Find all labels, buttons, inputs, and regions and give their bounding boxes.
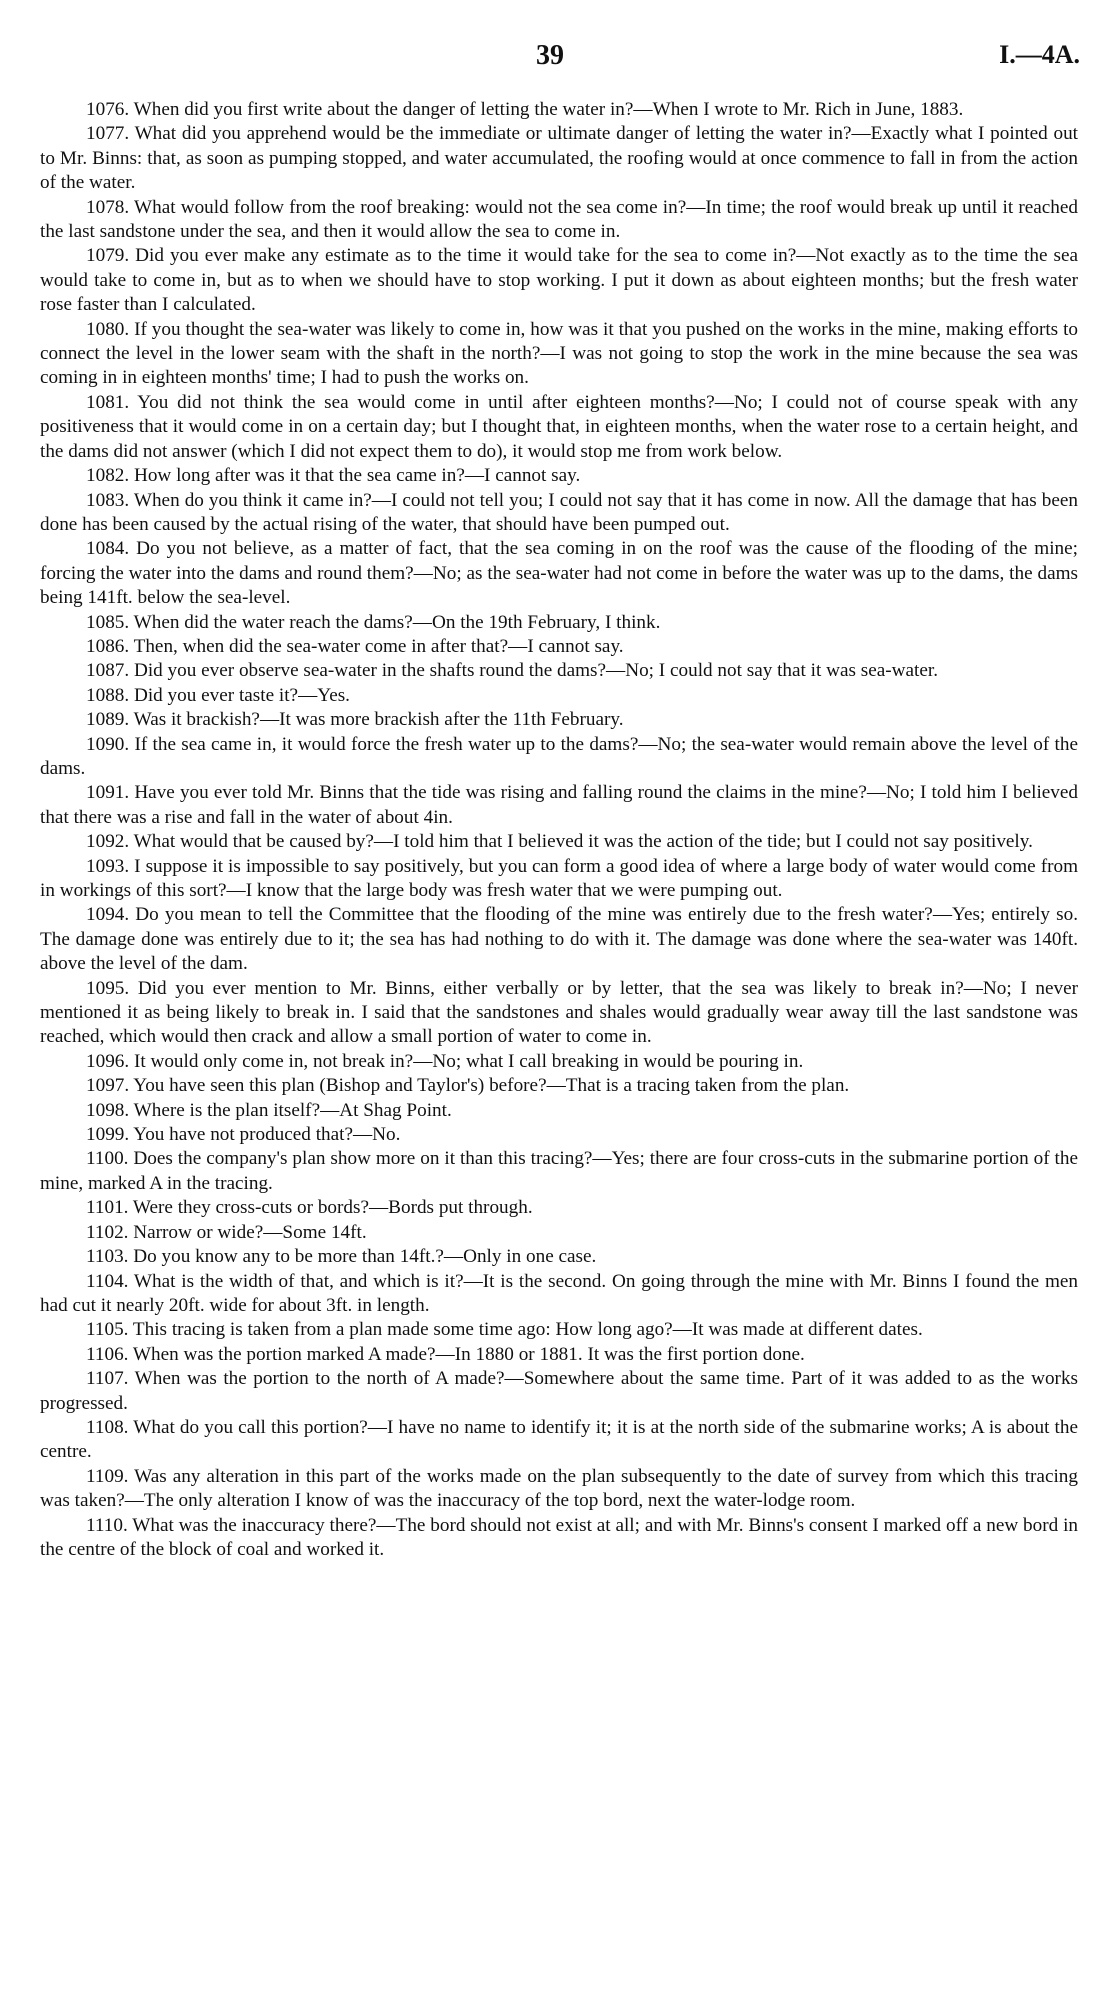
question-1105: 1105. This tracing is taken from a plan made some time ago: How long ago?—It was made at different dates. (86, 1319, 923, 1341)
question-1103: 1103. Do you know any to be more than 14ft.?—Only in one case. (86, 1246, 597, 1268)
question-1108: 1108. What do you call this portion?—I have no name to identify it; it is at the north side of the submarine works; A is about the centre. (40, 1416, 1078, 1463)
question-1079: 1079. Did you ever make any estimate as to the time it would take for the sea to come in?—Not exactly as to the time the sea would take to come in, but as to when we should have to stop working. I put it down as about eighteen months; but the fresh water rose faster than I calculated. (40, 245, 1078, 316)
document-code: I.—4A. (999, 40, 1080, 69)
question-1088: 1088. Did you ever taste it?—Yes. (86, 684, 350, 706)
question-1106: 1106. When was the portion marked A made?—In 1880 or 1881. It was the first portion done. (86, 1343, 805, 1365)
question-1083: 1083. When do you think it came in?—I could not tell you; I could not say that it has come in now. All the damage that has been done has been caused by the actual rising of the water, that should have been pumped out. (40, 489, 1078, 535)
question-1092: 1092. What would that be caused by?—I told him that I believed it was the action of the tide; but I could not say positively. (86, 831, 1033, 853)
question-1082: 1082. How long after was it that the sea came in?—I cannot say. (86, 465, 581, 487)
question-1080: 1080. If you thought the sea-water was likely to come in, how was it that you pushed on the works in the mine, making efforts to connect the level in the lower seam with the shaft in the north?—I was not going to stop the work in the mine because the sea was coming in in eighteen months' time; I had to push the works on. (40, 318, 1078, 389)
page-number: 39 (536, 40, 564, 71)
question-1086: 1086. Then, when did the sea-water come in after that?—I cannot say. (86, 635, 624, 657)
question-1110: 1110. What was the inaccuracy there?—The bord should not exist at all; and with Mr. Binns's consent I marked off a new bord in the centre of the block of coal and worked it. (40, 1514, 1078, 1560)
question-1100: 1100. Does the company's plan show more on it than this tracing?—Yes; there are four cross-cuts in the submarine portion of the mine, marked A in the tracing. (40, 1148, 1078, 1194)
question-1089: 1089. Was it brackish?—It was more brackish after the 11th February. (86, 709, 624, 731)
question-1081: 1081. You did not think the sea would come in until after eighteen months?—No; I could not of course speak with any positiveness that it would come in on a certain day; but I thought that, in eighteen months, when the water rose to a certain height, and the dams did not answer (which I did not expect them to do), it would stop me from work below. (40, 391, 1078, 462)
question-1093: 1093. I suppose it is impossible to say positively, but you can form a good idea of where a large body of water would come from in workings of this sort?—I know that the large body was fresh water that we were pumping out. (40, 855, 1078, 901)
question-1096: 1096. It would only come in, not break in?—No; what I call breaking in would be pouring in. (86, 1050, 804, 1072)
question-1090: 1090. If the sea came in, it would force the fresh water up to the dams?—No; the sea-water would remain above the level of the dams. (40, 733, 1078, 779)
question-1107: 1107. When was the portion to the north of A made?—Somewhere about the same time. Part of it was added to as the works progressed. (40, 1368, 1078, 1414)
question-1101: 1101. Were they cross-cuts or bords?—Bords put through. (86, 1197, 533, 1219)
question-1109: 1109. Was any alteration in this part of the works made on the plan subsequently to the date of survey from which this tracing was taken?—The only alteration I know of was the inaccuracy of the top bord, next the water-lodge room. (40, 1465, 1078, 1512)
question-1099: 1099. You have not produced that?—No. (86, 1124, 401, 1146)
question-1076: 1076. When did you first write about the danger of letting the water in?—When I wrote to Mr. Rich in June, 1883. (86, 99, 964, 120)
question-1097: 1097. You have seen this plan (Bishop and Taylor's) before?—That is a tracing taken from the plan. (86, 1075, 850, 1097)
question-1098: 1098. Where is the plan itself?—At Shag Point. (86, 1099, 452, 1121)
question-1084: 1084. Do you not believe, as a matter of fact, that the sea coming in on the roof was the cause of the flooding of the mine; forcing the water into the dams and round them?—No; as the sea-water had not come in before the water was up to the dams, the dams being 141ft. below the sea-level. (40, 538, 1078, 609)
minutes-of-evidence (40, 98, 1078, 1562)
question-1077: 1077. What did you apprehend would be the immediate or ultimate danger of letting the water in?—Exactly what I pointed out to Mr. Binns: that, as soon as pumping stopped, and water accumulated, the roofing would at once commence to fall in from the action of the water. (40, 123, 1078, 194)
question-1095: 1095. Did you ever mention to Mr. Binns, either verbally or by letter, that the sea was likely to break in?—No; I never mentioned it as being likely to break in. I said that the sandstones and shales would gradually wear away till the last sandstone was reached, which would then crack and allow a small portion of water to come in. (40, 977, 1078, 1048)
question-1094: 1094. Do you mean to tell the Committee that the flooding of the mine was entirely due to the fresh water?—Yes; entirely so. The damage done was entirely due to it; the sea has had nothing to do with it. The damage was done where the sea-water was 140ft. above the level of the dam. (40, 904, 1078, 975)
question-1078: 1078. What would follow from the roof breaking: would not the sea come in?—In time; the roof would break up until it reached the last sandstone under the sea, and then it would allow the sea to come in. (40, 196, 1078, 243)
question-1104: 1104. What is the width of that, and which is it?—It is the second. On going through the mine with Mr. Binns I found the men had cut it nearly 20ft. wide for about 3ft. in length. (40, 1270, 1078, 1316)
question-1102: 1102. Narrow or wide?—Some 14ft. (86, 1221, 367, 1243)
question-1085: 1085. When did the water reach the dams?—On the 19th February, I think. (86, 611, 661, 633)
question-1091: 1091. Have you ever told Mr. Binns that the tide was rising and falling round the claims in the mine?—No; I told him I believed that there was a rise and fall in the water of about 4in. (40, 782, 1078, 828)
question-1087: 1087. Did you ever observe sea-water in the shafts round the dams?—No; I could not say that it was sea-water. (86, 660, 939, 682)
